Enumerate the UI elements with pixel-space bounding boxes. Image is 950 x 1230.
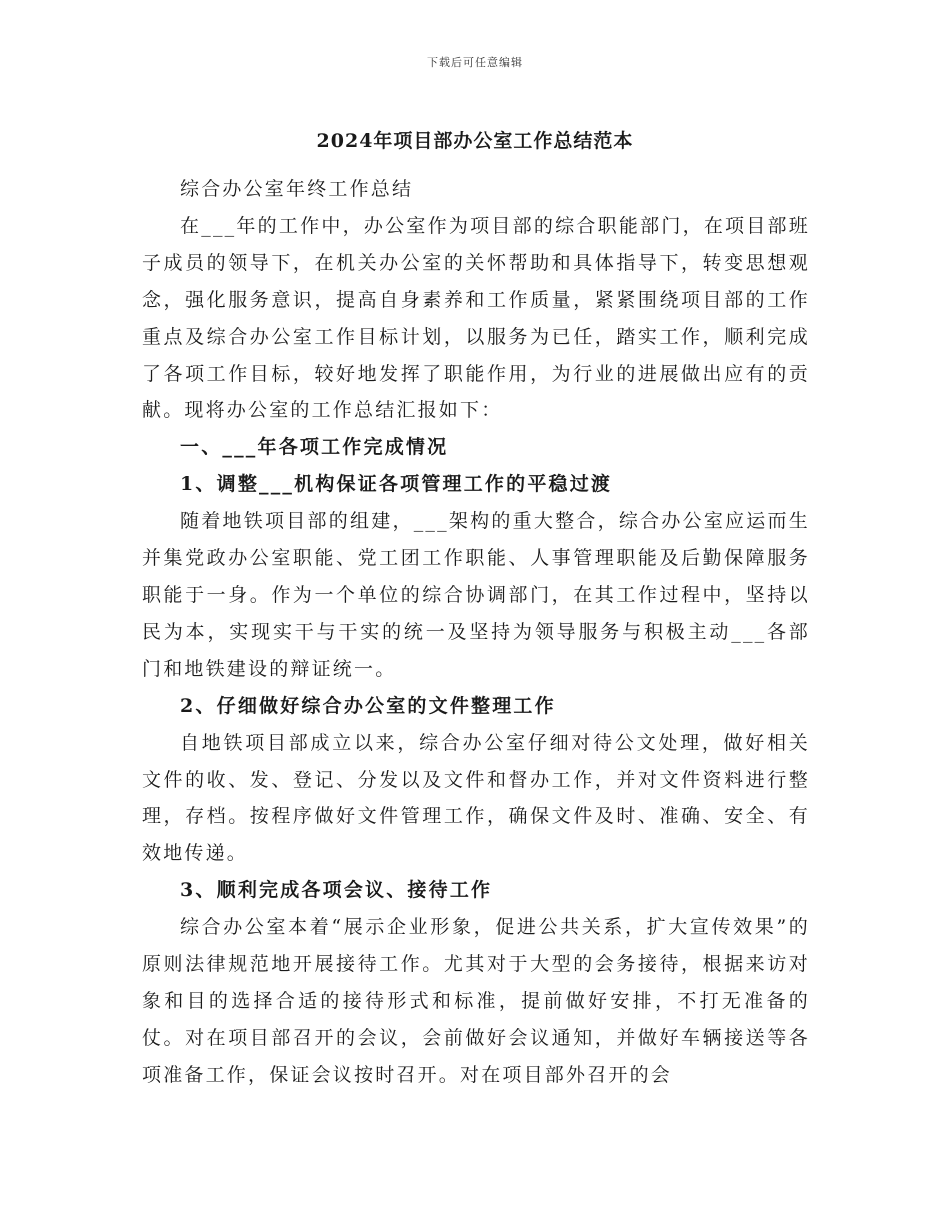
paragraph-3: 综合办公室本着“展示企业形象，促进公共关系，扩大宣传效果”的原则法律规范地开展接待工作。尤其对于大型的会务接待，根据来访对象和目的选择合适的接待形式和标准，提前做好安排，不打无准备的仗。对在项目部召开的会议，会前做好会议通知，并做好车辆接送等各项准备工作，保证会议按时召开。对在项目部外召开的会 [142, 916, 810, 1086]
document-title: 2024年项目部办公室工作总结范本 [316, 130, 634, 152]
subsection-heading-2: 2、仔细做好综合办公室的文件整理工作 [180, 694, 556, 717]
paragraph-intro: 在___年的工作中，办公室作为项目部的综合职能部门，在项目部班子成员的领导下，在机关办公室的关怀帮助和具体指导下，转变思想观念，强化服务意识，提高自身素养和工作质量，紧紧围绕项目部的工作重点及综合办公室工作目标计划，以服务为已任，踏实工作，顺利完成了各项工作目标，较好地发挥了职能作用，为行业的进展做出应有的贡献。现将办公室的工作总结汇报如下： [142, 214, 810, 422]
document-subtitle: 综合办公室年终工作总结 [180, 178, 414, 200]
document-body [142, 171, 810, 1094]
section-heading-1: 一、___年各项工作完成情况 [180, 436, 449, 459]
subsection-heading-1: 1、调整___机构保证各项管理工作的平稳过渡 [180, 473, 613, 496]
paragraph-1: 随着地铁项目部的组建，___架构的重大整合，综合办公室应运而生并集党政办公室职能、党工团工作职能、人事管理职能及后勤保障服务职能于一身。作为一个单位的综合协调部门，在其工作过程中，坚持以民为本，实现实干与干实的统一及坚持为领导服务与积极主动___各部门和地铁建设的辩证统一。 [142, 510, 810, 680]
paragraph-2: 自地铁项目部成立以来，综合办公室仔细对待公文处理，做好相关文件的收、发、登记、分发以及文件和督办工作，并对文件资料进行整理，存档。按程序做好文件管理工作，确保文件及时、准确、安全、有效地传递。 [142, 731, 810, 865]
subsection-heading-3: 3、顺利完成各项会议、接待工作 [180, 879, 493, 902]
header-note: 下载后可任意编辑 [427, 56, 523, 69]
